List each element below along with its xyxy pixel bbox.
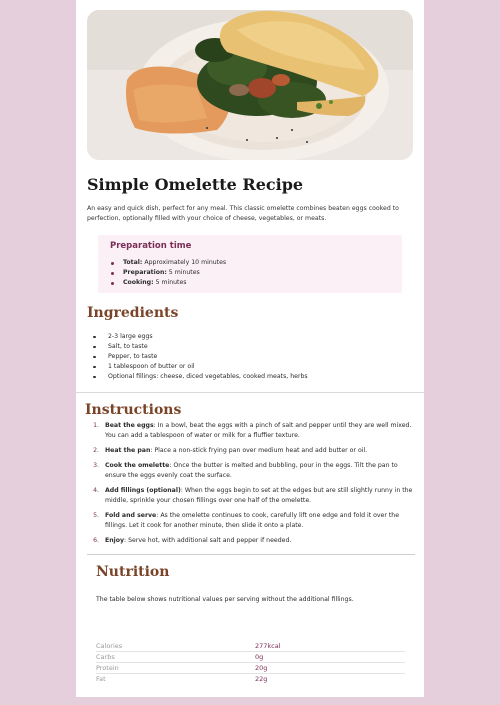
prep-item [110, 268, 226, 278]
nutrition-row [96, 652, 405, 663]
prep-item [110, 278, 226, 288]
instruction-step [87, 421, 413, 441]
nutrient-name: Fat [96, 675, 106, 683]
nutrition-row [96, 663, 405, 674]
prep-item-value: 5 minutes [168, 269, 200, 276]
prep-item-label: Cooking: [123, 279, 154, 286]
omelette-photo [87, 10, 413, 160]
ingredient-item: Pepper, to taste [87, 352, 308, 362]
step-text: : Place a non-stick frying pan over medium heat and add butter or oil. [150, 447, 368, 454]
step-label: Fold and serve [105, 512, 157, 519]
step-text: : Serve hot, with additional salt and pepper if needed. [124, 537, 292, 544]
step-number: 3. [93, 462, 99, 469]
prep-item-value: Approximately 10 minutes [144, 259, 227, 266]
step-label: Beat the eggs [105, 422, 154, 429]
instruction-step [87, 536, 413, 546]
preparation-time-box [98, 235, 402, 293]
step-number: 6. [93, 537, 99, 544]
step-number: 1. [93, 422, 99, 429]
nutrition-table [96, 641, 405, 684]
nutrient-name: Carbs [96, 652, 255, 663]
step-label: Heat the pan [105, 447, 151, 454]
step-text: : In a bowl, beat the eggs with a pinch of salt and pepper until they are well mixed. You can add a tablespoon of water or milk for a fluffier texture. [105, 422, 412, 439]
ingredient-item: 1 tablespoon of butter or oil [87, 362, 308, 372]
section-divider [76, 392, 424, 393]
recipe-intro: An easy and quick dish, perfect for any meal. This classic omelette combines beaten eggs cooked to perfection, optionally filled with your choice of cheese, vegetables, or meats. [87, 205, 399, 222]
instructions-list [87, 421, 413, 546]
ingredients-list [87, 332, 308, 382]
instruction-step [87, 511, 413, 531]
prep-title: Preparation time [110, 241, 192, 251]
prep-list [110, 258, 226, 288]
ingredients-heading: Ingredients [87, 305, 179, 321]
ingredient-item: 2-3 large eggs [87, 332, 308, 342]
nutrition-row [96, 641, 405, 652]
instruction-step [87, 461, 413, 481]
instructions-heading: Instructions [85, 402, 182, 418]
nutrient-name: Protein [96, 663, 255, 674]
step-text: : As the omelette continues to cook, carefully lift one edge and fold it over the fillings. Let it cook for another minute, then slide it onto a plate. [105, 512, 400, 529]
recipe-card [76, 0, 424, 697]
step-label: Enjoy [105, 537, 125, 544]
instruction-step [87, 486, 413, 506]
prep-item-label: Preparation: [123, 269, 167, 276]
step-number: 2. [93, 447, 99, 454]
step-number: 5. [93, 512, 99, 519]
ingredient-item: Salt, to taste [87, 342, 308, 352]
prep-item [110, 258, 226, 268]
nutrient-value: 277kcal [255, 641, 405, 652]
nutrition-intro: The table below shows nutritional values per serving without the additional fillings. [96, 596, 354, 603]
nutrient-value: 20g [255, 663, 405, 674]
prep-item-label: Total: [123, 259, 143, 266]
section-divider [87, 554, 415, 555]
step-label: Cook the omelette [105, 462, 170, 469]
step-text: : Once the butter is melted and bubbling, pour in the eggs. Tilt the pan to ensure the eggs evenly coat the surface. [105, 462, 398, 479]
nutrient-name: Calories [96, 641, 255, 652]
nutrition-heading: Nutrition [96, 564, 170, 580]
nutrition-row [96, 674, 405, 685]
instruction-step [87, 446, 413, 456]
nutrient-value: 0g [255, 652, 405, 663]
prep-item-value: 5 minutes [155, 279, 187, 286]
step-number: 4. [93, 487, 99, 494]
step-text: : When the eggs begin to set at the edges but are still slightly runny in the middle, sprinkle your chosen fillings over one half of the omelette. [105, 487, 413, 504]
step-label: Add fillings (optional) [105, 487, 181, 494]
recipe-title: Simple Omelette Recipe [87, 175, 304, 194]
ingredient-item: Optional fillings: cheese, diced vegetables, cooked meats, herbs [87, 372, 308, 382]
nutrient-value: 22g [255, 675, 268, 683]
